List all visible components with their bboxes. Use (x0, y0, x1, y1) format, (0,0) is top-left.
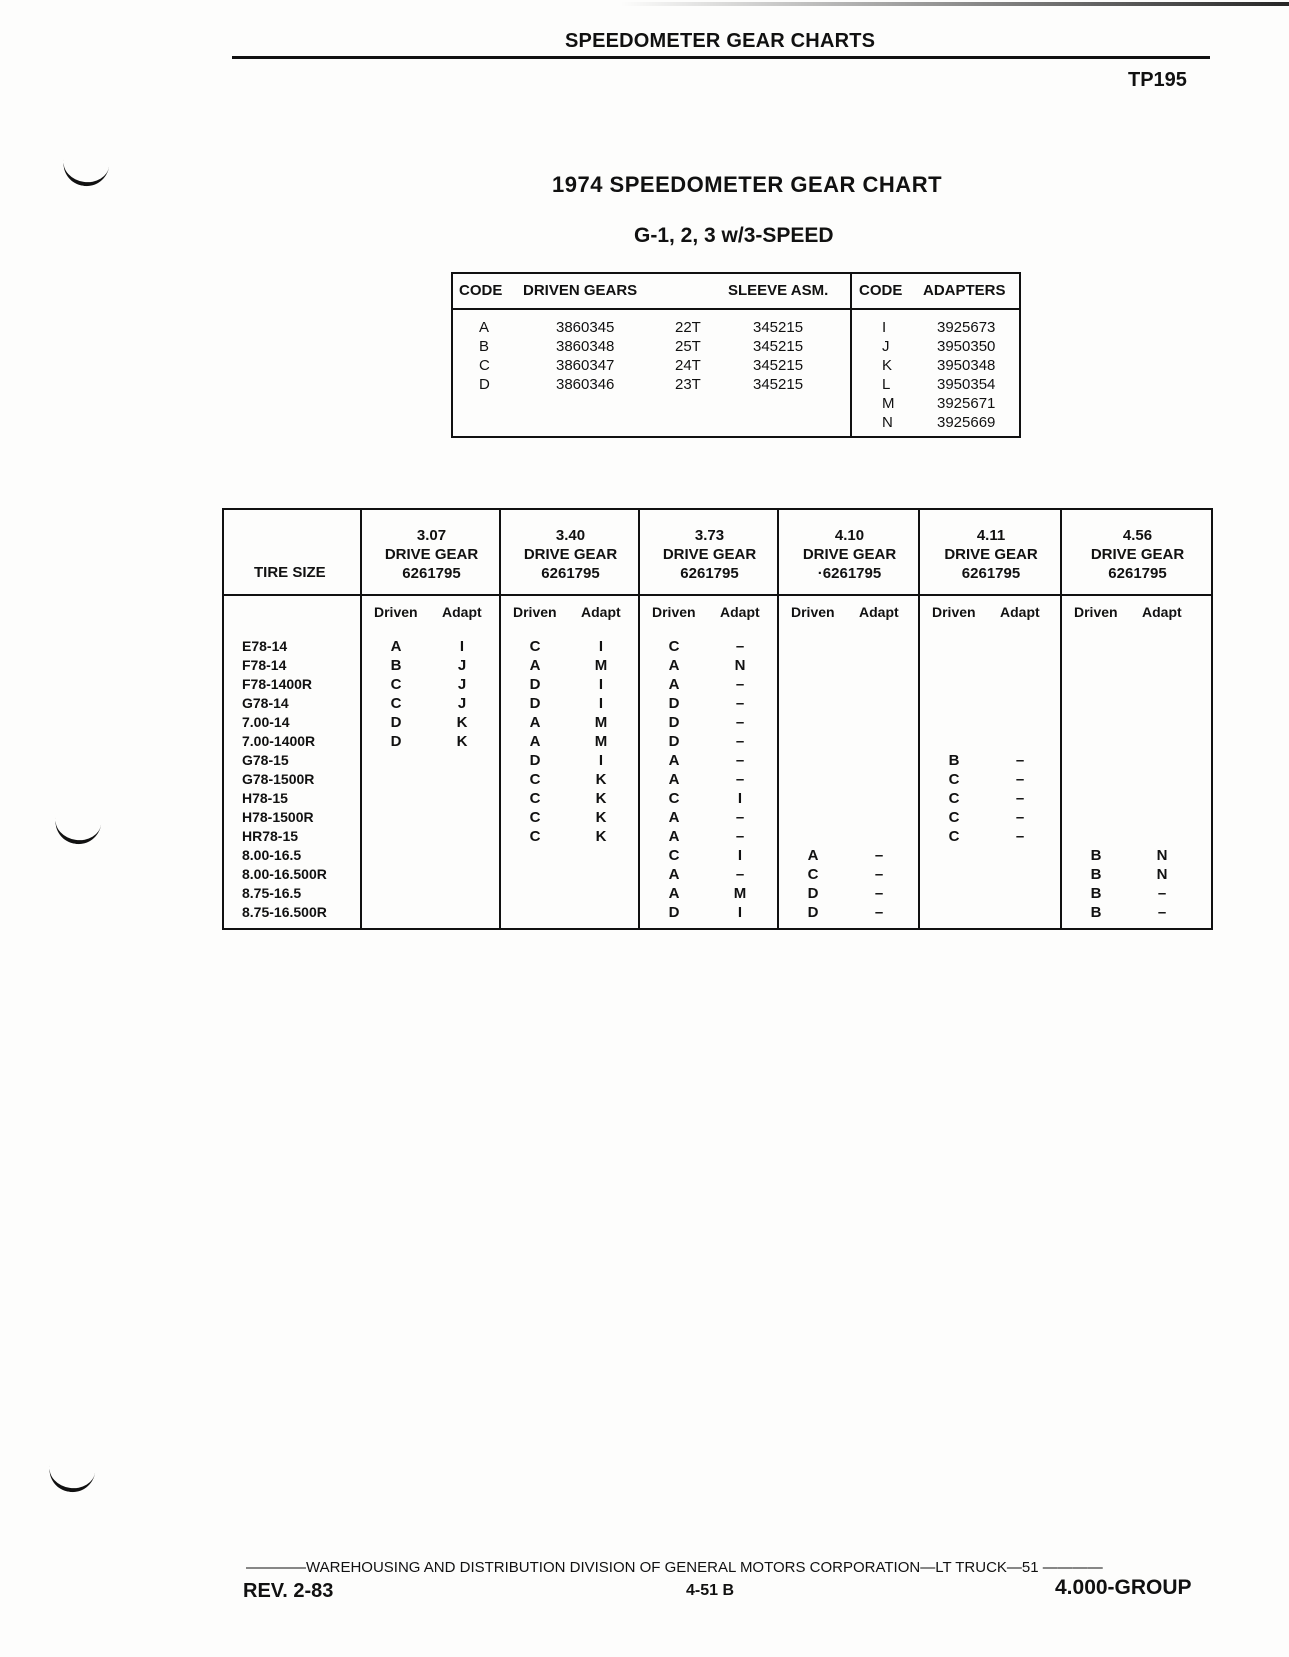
driven-part: 3860347 (556, 357, 615, 374)
adapter-code: L (882, 376, 891, 393)
driven-code-cell: A (390, 638, 402, 655)
driven-code-cell: A (529, 714, 541, 731)
adapt-code-cell: K (456, 714, 468, 731)
driven-code-cell: C (948, 828, 960, 845)
adapt-code-cell: – (735, 752, 745, 769)
adapt-code-cell: – (874, 885, 884, 902)
gear-header-driven: DRIVEN GEARS (523, 282, 638, 299)
adapt-code-cell: I (598, 676, 604, 693)
driven-code-cell: C (529, 828, 541, 845)
footer-page-number: 4-51 B (686, 1582, 735, 1599)
driven-code-cell: A (668, 828, 680, 845)
adapt-code-cell: K (456, 733, 468, 750)
adapt-code-cell: M (733, 885, 747, 902)
adapt-code-cell: J (457, 676, 467, 693)
drive-gear-label: DRIVE GEAR (662, 546, 757, 563)
driven-part: 3860348 (556, 338, 615, 355)
driven-sleeve: 345215 (753, 319, 804, 336)
adapt-code-cell: – (735, 714, 745, 731)
drive-gear-ratio: 3.40 (555, 527, 586, 544)
adapt-code-cell: – (1015, 771, 1025, 788)
adapt-code-cell: – (1157, 904, 1167, 921)
binder-hole-mark (60, 157, 109, 189)
adapt-code-cell: K (595, 790, 607, 807)
adapt-subheader: Adapt (581, 604, 621, 620)
drive-gear-column-header (779, 526, 920, 583)
adapt-code-cell: I (737, 847, 743, 864)
adapt-code-cell: I (737, 904, 743, 921)
adapt-code-cell: – (1015, 752, 1025, 769)
driven-gear-row (453, 375, 850, 394)
tire-size-label: HR78-15 (242, 828, 299, 844)
drive-gear-label: DRIVE GEAR (384, 546, 479, 563)
drive-gear-column-header (920, 526, 1062, 583)
drive-gear-part: ·6261795 (817, 565, 882, 582)
adapter-row (852, 413, 1022, 432)
driven-subheader: Driven (791, 604, 835, 620)
driven-code-cell: D (668, 733, 680, 750)
adapter-part: 3925671 (937, 395, 996, 412)
drive-gear-part: 6261795 (961, 565, 1021, 582)
adapter-row (852, 375, 1022, 394)
tire-size-label: G78-1500R (242, 771, 315, 787)
driven-subheader: Driven (652, 604, 696, 620)
scan-streak (620, 2, 1289, 6)
driven-teeth: 25T (675, 338, 701, 355)
gear-header-adapters: ADAPTERS (923, 282, 1006, 299)
driven-code-cell: C (529, 771, 541, 788)
tire-size-label: F78-14 (242, 657, 287, 673)
driven-code-cell: C (529, 809, 541, 826)
binder-hole-mark (52, 815, 101, 847)
adapt-subheader: Adapt (720, 604, 760, 620)
driven-code-cell: C (529, 790, 541, 807)
adapter-code: J (882, 338, 890, 355)
drive-gear-ratio: 4.56 (1122, 527, 1153, 544)
drive-gear-part: 6261795 (1108, 565, 1167, 582)
driven-gear-row (453, 356, 850, 375)
driven-code-cell: B (948, 752, 960, 769)
table-rule (453, 308, 1019, 310)
adapt-code-cell: – (735, 695, 745, 712)
tire-size-label: 8.75-16.5 (242, 885, 302, 901)
driven-code-cell: D (529, 752, 541, 769)
footer-group: 4.000-GROUP (1055, 1576, 1192, 1599)
adapt-subheader: Adapt (1142, 604, 1182, 620)
driven-part: 3860346 (556, 376, 615, 393)
driven-code-cell: A (668, 866, 680, 883)
drive-gear-label: DRIVE GEAR (944, 546, 1038, 563)
adapt-code-cell: – (735, 771, 745, 788)
tire-size-label: 7.00-14 (242, 714, 290, 730)
adapt-code-cell: N (734, 657, 746, 674)
table-rule (224, 594, 1211, 596)
driven-code-cell: A (668, 676, 680, 693)
footer-division-line: ————WAREHOUSING AND DISTRIBUTION DIVISION OF GENERAL MOTORS CORPORATION—LT TRUCK—51 ———— (246, 1559, 1103, 1576)
driven-code-cell: D (390, 714, 402, 731)
gear-parts-table (451, 272, 1021, 438)
tire-size-label: H78-1500R (242, 809, 314, 825)
tire-size-label: E78-14 (242, 638, 288, 654)
tire-size-label: 8.75-16.500R (242, 904, 327, 920)
adapt-code-cell: K (595, 828, 607, 845)
driven-subheader: Driven (1074, 604, 1118, 620)
drive-gear-part: 6261795 (402, 565, 461, 582)
gear-header-code2: CODE (859, 282, 903, 299)
driven-code-cell: A (807, 847, 819, 864)
adapt-code-cell: – (874, 866, 884, 883)
adapt-code-cell: – (1157, 885, 1167, 902)
adapt-code-cell: M (594, 733, 608, 750)
adapt-code-cell: I (598, 638, 604, 655)
adapter-part: 3925673 (937, 319, 996, 336)
drive-gear-part: 6261795 (541, 565, 600, 582)
adapt-code-cell: I (598, 752, 604, 769)
drive-gear-column-header (501, 526, 640, 583)
driven-gear-row (453, 318, 850, 337)
gear-header-sleeve: SLEEVE ASM. (728, 282, 829, 299)
driven-code-cell: C (807, 866, 819, 883)
driven-sleeve: 345215 (753, 357, 804, 374)
adapter-code: I (882, 319, 887, 336)
adapter-code: N (882, 414, 893, 431)
adapter-row (852, 394, 1022, 413)
driven-code: A (479, 319, 490, 336)
driven-code-cell: D (807, 904, 819, 921)
driven-code-cell: C (668, 638, 680, 655)
adapt-code-cell: – (735, 809, 745, 826)
adapter-part: 3950350 (937, 338, 996, 355)
drive-gear-column-header (1062, 526, 1213, 583)
driven-code-cell: D (668, 904, 680, 921)
tire-size-label: G78-14 (242, 695, 289, 711)
drive-gear-ratio: 3.73 (694, 527, 725, 544)
driven-code-cell: B (1090, 904, 1102, 921)
tire-size-gear-table (222, 508, 1213, 930)
driven-code-cell: B (1090, 866, 1102, 883)
adapter-code: M (882, 395, 895, 412)
adapt-code-cell: – (735, 676, 745, 693)
adapt-code-cell: – (735, 638, 745, 655)
drive-gear-ratio: 4.10 (834, 527, 865, 544)
chart-title: 1974 SPEEDOMETER GEAR CHART (552, 172, 943, 197)
chart-subtitle: G-1, 2, 3 w/3-SPEED (634, 224, 834, 247)
binder-hole-mark (46, 1463, 95, 1495)
page-header-title: SPEEDOMETER GEAR CHARTS (565, 30, 876, 52)
driven-teeth: 23T (675, 376, 701, 393)
driven-code-cell: C (948, 771, 960, 788)
tire-size-label: 8.00-16.500R (242, 866, 327, 882)
drive-gear-ratio: 4.11 (976, 527, 1006, 544)
driven-code-cell: A (668, 771, 680, 788)
adapt-code-cell: J (457, 695, 467, 712)
adapt-code-cell: K (595, 771, 607, 788)
adapter-code: K (882, 357, 893, 374)
driven-code-cell: C (390, 676, 402, 693)
driven-subheader: Driven (932, 604, 976, 620)
adapt-code-cell: – (874, 847, 884, 864)
adapt-code-cell: – (735, 828, 745, 845)
adapter-part: 3950348 (937, 357, 996, 374)
drive-gear-label: DRIVE GEAR (523, 546, 618, 563)
drive-gear-column-header (362, 526, 501, 583)
adapter-part: 3925669 (937, 414, 996, 431)
adapt-code-cell: I (598, 695, 604, 712)
driven-sleeve: 345215 (753, 338, 804, 355)
drive-gear-label: DRIVE GEAR (802, 546, 897, 563)
driven-code-cell: C (948, 809, 960, 826)
adapt-code-cell: – (1015, 809, 1025, 826)
driven-code-cell: C (668, 847, 680, 864)
adapt-code-cell: M (594, 714, 608, 731)
adapt-code-cell: – (1015, 828, 1025, 845)
driven-code: B (479, 338, 490, 355)
adapt-code-cell: – (735, 866, 745, 883)
driven-code-cell: C (390, 695, 402, 712)
adapt-code-cell: N (1156, 866, 1168, 883)
driven-code-cell: A (668, 657, 680, 674)
tire-size-label: F78-1400R (242, 676, 313, 692)
driven-code-cell: B (390, 657, 402, 674)
tire-size-label: G78-15 (242, 752, 289, 768)
driven-code-cell: D (529, 695, 541, 712)
driven-subheader: Driven (513, 604, 557, 620)
driven-code-cell: B (1090, 847, 1102, 864)
driven-subheader: Driven (374, 604, 418, 620)
adapt-code-cell: – (735, 733, 745, 750)
adapt-subheader: Adapt (1000, 604, 1040, 620)
gear-header-code: CODE (459, 282, 503, 299)
driven-code-cell: D (390, 733, 402, 750)
tire-size-label: 8.00-16.5 (242, 847, 302, 863)
driven-teeth: 24T (675, 357, 701, 374)
drive-gear-column-header (640, 526, 779, 583)
adapt-subheader: Adapt (859, 604, 899, 620)
drive-gear-part: 6261795 (680, 565, 739, 582)
adapt-code-cell: – (1015, 790, 1025, 807)
driven-code-cell: A (668, 809, 680, 826)
adapt-code-cell: N (1156, 847, 1168, 864)
adapter-row (852, 356, 1022, 375)
driven-code-cell: A (668, 752, 680, 769)
driven-code: D (479, 376, 490, 393)
driven-sleeve: 345215 (753, 376, 804, 393)
adapt-code-cell: M (594, 657, 608, 674)
adapt-code-cell: K (595, 809, 607, 826)
driven-code-cell: D (668, 714, 680, 731)
adapter-part: 3950354 (937, 376, 996, 393)
driven-code: C (479, 357, 490, 374)
page-code: TP195 (1128, 69, 1187, 91)
footer-revision: REV. 2-83 (243, 1580, 334, 1602)
driven-code-cell: A (529, 733, 541, 750)
tire-size-label: 7.00-1400R (242, 733, 316, 749)
driven-gear-row (453, 337, 850, 356)
driven-code-cell: C (948, 790, 960, 807)
driven-code-cell: B (1090, 885, 1102, 902)
driven-code-cell: D (668, 695, 680, 712)
tire-size-label: H78-15 (242, 790, 288, 806)
driven-code-cell: A (529, 657, 541, 674)
adapter-row (852, 337, 1022, 356)
driven-code-cell: A (668, 885, 680, 902)
adapt-code-cell: J (457, 657, 467, 674)
adapt-code-cell: I (459, 638, 465, 655)
driven-code-cell: C (529, 638, 541, 655)
driven-code-cell: D (807, 885, 819, 902)
driven-code-cell: C (668, 790, 680, 807)
tire-size-header: TIRE SIZE (254, 564, 326, 581)
drive-gear-ratio: 3.07 (416, 527, 447, 544)
header-rule (232, 56, 1210, 59)
adapter-row (852, 318, 1022, 337)
driven-teeth: 22T (675, 319, 701, 336)
driven-part: 3860345 (556, 319, 615, 336)
drive-gear-label: DRIVE GEAR (1090, 546, 1185, 563)
adapt-subheader: Adapt (442, 604, 482, 620)
driven-code-cell: D (529, 676, 541, 693)
adapt-code-cell: I (737, 790, 743, 807)
adapt-code-cell: – (874, 904, 884, 921)
